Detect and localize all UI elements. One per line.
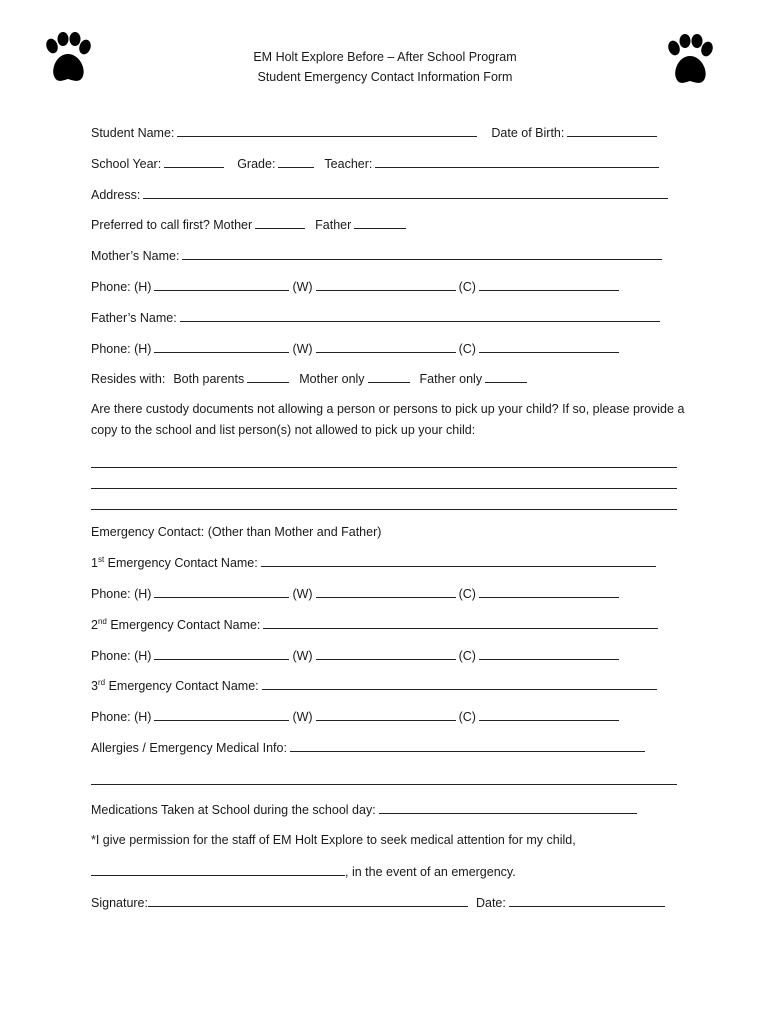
phone-cell-label: (C) xyxy=(458,342,476,356)
allergies-line-2[interactable] xyxy=(91,784,677,785)
medications-row xyxy=(91,800,637,819)
ec3-label: 3rd Emergency Contact Name: xyxy=(91,677,259,693)
permission-text: *I give permission for the staff of EM Holt Explore to seek medical attention for my child, xyxy=(91,833,576,847)
address-row xyxy=(91,185,668,204)
preferred-call-label: Preferred to call first? Mother xyxy=(91,218,253,232)
student-name-label: Student Name: xyxy=(91,126,175,140)
phone-home-field[interactable] xyxy=(154,277,289,291)
preferred-father-field[interactable] xyxy=(354,215,406,229)
mothers-name-row xyxy=(91,246,662,265)
phone-work-label: (W) xyxy=(292,342,313,356)
phone-cell-field[interactable] xyxy=(479,707,619,721)
allergies-field[interactable] xyxy=(290,738,645,752)
teacher-label: Teacher: xyxy=(324,157,373,171)
custody-answer-line-3[interactable] xyxy=(91,509,677,510)
preferred-mother-field[interactable] xyxy=(255,215,305,229)
medications-label: Medications Taken at School during the school day: xyxy=(91,803,376,817)
school-year-label: School Year: xyxy=(91,157,162,171)
phone-work-field[interactable] xyxy=(316,707,456,721)
phone-work-field[interactable] xyxy=(316,277,456,291)
signature-row xyxy=(91,893,665,912)
mother-only-field[interactable] xyxy=(368,369,410,383)
emergency-contact-3-row xyxy=(91,676,657,695)
phone-work-field[interactable] xyxy=(316,584,456,598)
school-year-field[interactable] xyxy=(164,154,224,168)
phone-work-label: (W) xyxy=(292,280,313,294)
phone-cell-field[interactable] xyxy=(479,646,619,660)
ec2-phone-row xyxy=(91,646,619,665)
date-label: Date: xyxy=(475,896,506,910)
father-phone-row xyxy=(91,339,619,358)
emergency-contact-heading: Emergency Contact: (Other than Mother and Father) xyxy=(91,525,382,539)
emergency-contact-2-row xyxy=(91,615,658,634)
custody-answer-line-1[interactable] xyxy=(91,467,677,468)
signature-field[interactable] xyxy=(148,893,468,907)
phone-work-label: (W) xyxy=(292,649,313,663)
ec1-label: 1st Emergency Contact Name: xyxy=(91,554,258,570)
child-name-field[interactable] xyxy=(91,862,345,876)
phone-work-field[interactable] xyxy=(316,339,456,353)
grade-field[interactable] xyxy=(278,154,314,168)
grade-label: Grade: xyxy=(237,157,276,171)
fathers-name-field[interactable] xyxy=(180,308,660,322)
phone-cell-field[interactable] xyxy=(479,584,619,598)
phone-home-label: Phone: (H) xyxy=(91,710,152,724)
father-only-label: Father only xyxy=(419,372,483,386)
signature-label: Signature: xyxy=(91,896,148,910)
fathers-name-label: Father’s Name: xyxy=(91,311,177,325)
mothers-name-field[interactable] xyxy=(182,246,662,260)
phone-home-field[interactable] xyxy=(154,707,289,721)
allergies-row xyxy=(91,738,645,757)
resides-with-label: Resides with: xyxy=(91,372,166,386)
student-name-field[interactable] xyxy=(177,123,477,137)
school-row xyxy=(91,154,659,173)
phone-cell-label: (C) xyxy=(458,587,476,601)
fathers-name-row xyxy=(91,308,660,327)
medications-field[interactable] xyxy=(379,800,637,814)
emergency-contact-1-row xyxy=(91,553,656,572)
form-title: EM Holt Explore Before – After School Program xyxy=(253,50,517,64)
date-field[interactable] xyxy=(509,893,665,907)
phone-work-label: (W) xyxy=(292,710,313,724)
both-parents-field[interactable] xyxy=(247,369,289,383)
custody-question: Are there custody documents not allowing a person or persons to pick up your child? If so, please provide a copy to the school and list person(s) not allowed to pick up your child: xyxy=(91,402,685,437)
phone-cell-label: (C) xyxy=(458,710,476,724)
form-subtitle: Student Emergency Contact Information Form xyxy=(257,70,513,84)
both-parents-label: Both parents xyxy=(173,372,245,386)
phone-home-label: Phone: (H) xyxy=(91,342,152,356)
father-only-field[interactable] xyxy=(485,369,527,383)
phone-work-field[interactable] xyxy=(316,646,456,660)
ec3-phone-row xyxy=(91,707,619,726)
teacher-field[interactable] xyxy=(375,154,659,168)
phone-work-label: (W) xyxy=(292,587,313,601)
preferred-call-row xyxy=(91,215,406,234)
child-name-row xyxy=(91,862,516,881)
phone-home-field[interactable] xyxy=(154,646,289,660)
address-field[interactable] xyxy=(143,185,668,199)
mothers-name-label: Mother’s Name: xyxy=(91,249,180,263)
dob-label: Date of Birth: xyxy=(491,126,565,140)
ec2-label: 2nd Emergency Contact Name: xyxy=(91,616,261,632)
resides-with-row xyxy=(91,369,527,388)
mother-phone-row xyxy=(91,277,619,296)
ec1-phone-row xyxy=(91,584,619,603)
phone-cell-label: (C) xyxy=(458,649,476,663)
phone-home-field[interactable] xyxy=(154,584,289,598)
in-event-text: , in the event of an emergency. xyxy=(345,865,516,879)
phone-cell-field[interactable] xyxy=(479,339,619,353)
form-header xyxy=(0,47,770,87)
student-name-row xyxy=(91,123,657,142)
phone-home-label: Phone: (H) xyxy=(91,649,152,663)
phone-home-label: Phone: (H) xyxy=(91,587,152,601)
dob-field[interactable] xyxy=(567,123,657,137)
allergies-label: Allergies / Emergency Medical Info: xyxy=(91,741,287,755)
phone-home-label: Phone: (H) xyxy=(91,280,152,294)
mother-only-label: Mother only xyxy=(299,372,365,386)
ec1-name-field[interactable] xyxy=(261,553,656,567)
phone-cell-label: (C) xyxy=(458,280,476,294)
phone-home-field[interactable] xyxy=(154,339,289,353)
phone-cell-field[interactable] xyxy=(479,277,619,291)
ec2-name-field[interactable] xyxy=(263,615,658,629)
ec3-name-field[interactable] xyxy=(262,676,657,690)
address-label: Address: xyxy=(91,188,141,202)
preferred-father-label: Father xyxy=(315,218,352,232)
custody-answer-line-2[interactable] xyxy=(91,488,677,489)
